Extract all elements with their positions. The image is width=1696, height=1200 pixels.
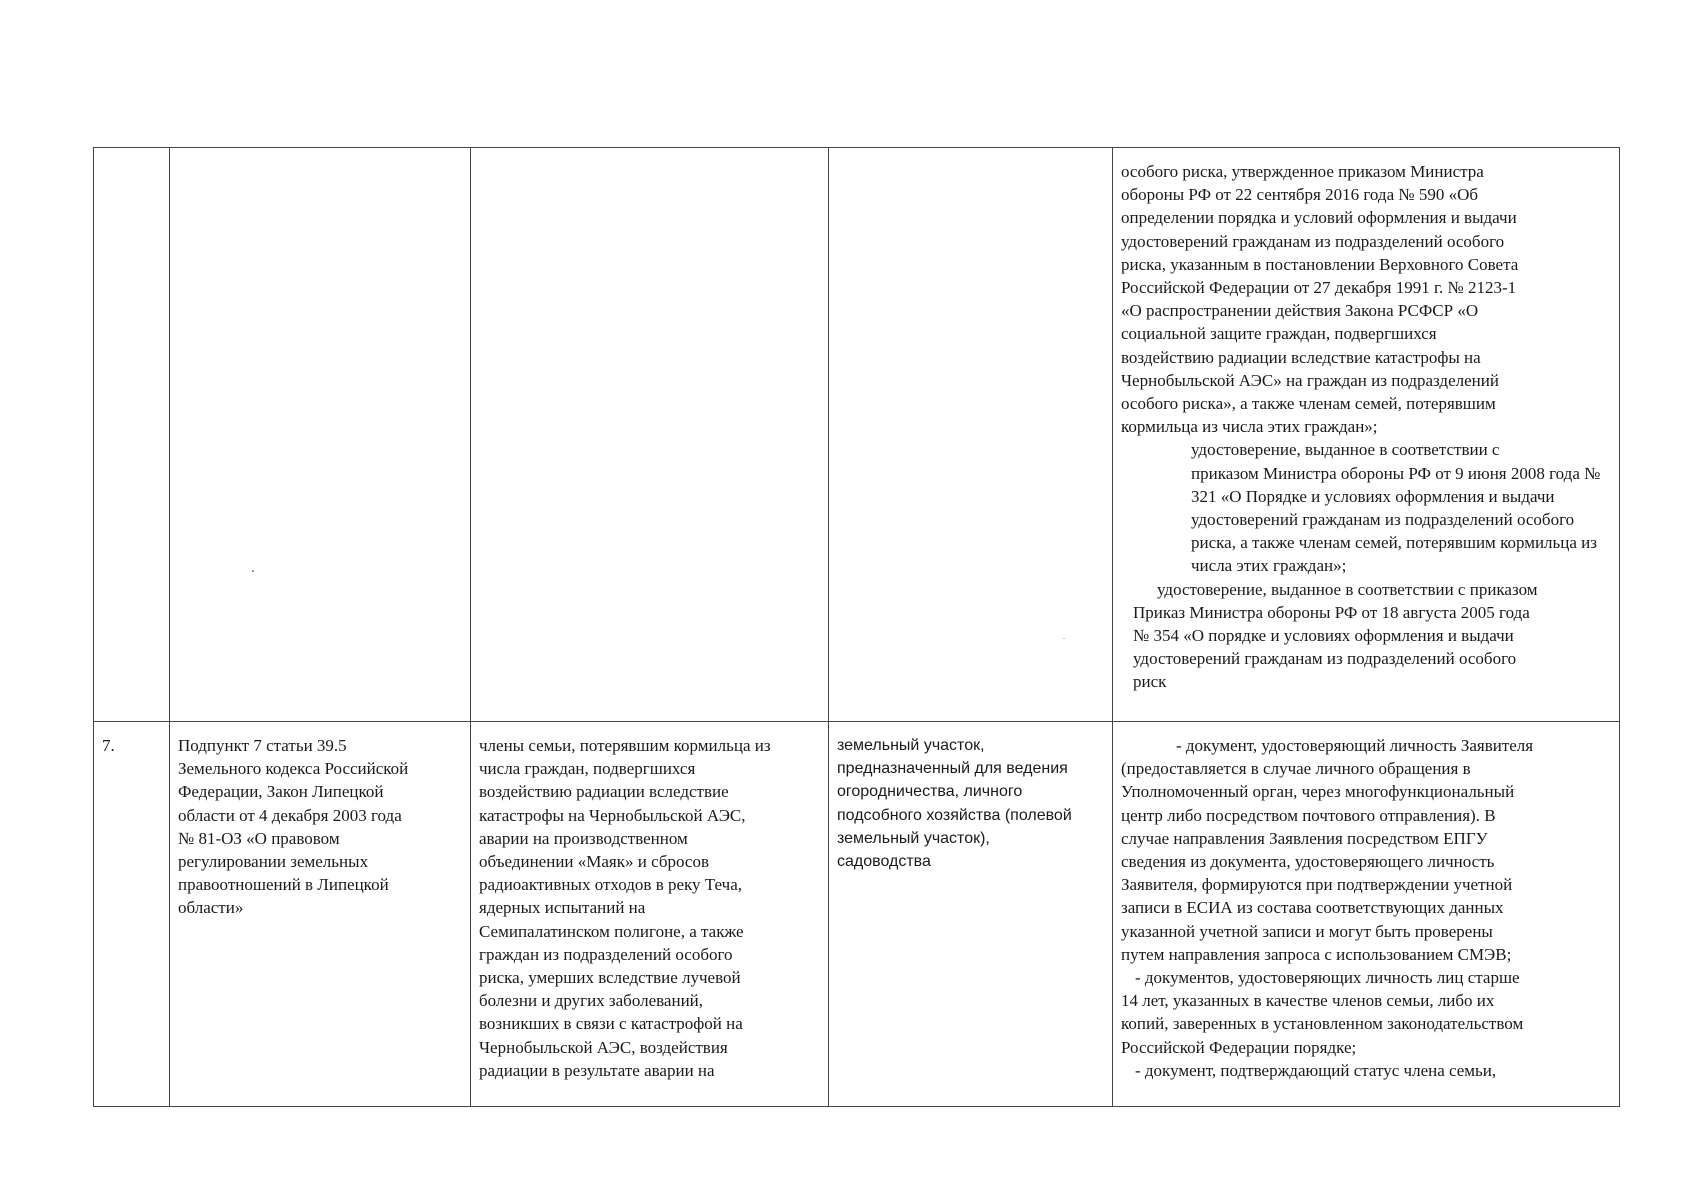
text-line: риска, умерших вследствие лучевой bbox=[479, 968, 741, 988]
table-row-7 bbox=[94, 722, 1620, 1107]
text-line: числа этих граждан»; bbox=[1191, 556, 1347, 576]
land-purpose-text bbox=[829, 722, 1112, 879]
text-line: предназначенный для ведения bbox=[837, 760, 1068, 778]
text-line: Уполномоченный орган, через многофункциональный bbox=[1121, 782, 1515, 802]
text-line: огородничества, личного bbox=[837, 783, 1023, 801]
text-line: особого риска», а также членам семей, потерявшим bbox=[1121, 394, 1496, 414]
text-line: болезни и других заболеваний, bbox=[479, 991, 704, 1011]
documents-item-2-lead: - документов, удостоверяющих личность лиц старше bbox=[1135, 968, 1520, 988]
text-line: 14 лет, указанных в качестве членов семьи, либо их bbox=[1121, 991, 1495, 1011]
scan-speck bbox=[1063, 638, 1065, 639]
row-number: 7. bbox=[102, 736, 115, 755]
text-line: воздействию радиации вследствие bbox=[479, 782, 729, 802]
text-line: Семипалатинском полигоне, а также bbox=[479, 921, 744, 941]
documents-item-1 bbox=[1121, 757, 1613, 966]
text-line: путем направления запроса с использованием СМЭВ; bbox=[1121, 944, 1512, 964]
text-line: Заявителя, формируются при подтверждении учетной bbox=[1121, 875, 1513, 895]
cell-category bbox=[471, 148, 829, 722]
text-line: Чернобыльской АЭС, воздействия bbox=[479, 1037, 728, 1057]
documents-paragraph-c-lead: удостоверение, выданное в соответствии с приказом bbox=[1157, 579, 1538, 599]
text-line: № 354 «О порядке и условиях оформления и выдачи bbox=[1133, 626, 1514, 646]
benefits-table bbox=[93, 147, 1620, 1107]
text-line: воздействию радиации вследствие катастрофы на bbox=[1121, 347, 1481, 367]
text-line: 321 «О Порядке и условиях оформления и выдачи bbox=[1191, 486, 1555, 506]
text-line: (предоставляется в случае личного обращения в bbox=[1121, 759, 1471, 779]
documents-paragraph-b bbox=[1121, 438, 1613, 577]
text-line: регулировании земельных bbox=[178, 852, 369, 872]
text-line: ядерных испытаний на bbox=[479, 898, 646, 918]
text-line: земельный участок), bbox=[837, 829, 990, 847]
text-line: копий, заверенных в установленном законодательством bbox=[1121, 1014, 1524, 1034]
text-line: «О распространении действия Закона РСФСР «О bbox=[1121, 301, 1479, 321]
documents-paragraph-a bbox=[1121, 160, 1613, 438]
text-line: Приказ Министра обороны РФ от 18 августа 2005 года bbox=[1133, 602, 1530, 622]
text-line: центр либо посредством почтового отправления). В bbox=[1121, 805, 1496, 825]
cell-number bbox=[94, 148, 170, 722]
cell-category bbox=[471, 722, 829, 1107]
table-row-continuation bbox=[94, 148, 1620, 722]
text-line: радиоактивных отходов в реку Теча, bbox=[479, 875, 742, 895]
text-line: кормильца из числа этих граждан»; bbox=[1121, 417, 1378, 437]
text-line: указанной учетной записи и могут быть проверены bbox=[1121, 921, 1493, 941]
text-line: правоотношений в Липецкой bbox=[178, 875, 389, 895]
documents-item-1-lead: - документ, удостоверяющий личность Заявителя bbox=[1176, 736, 1534, 755]
text-line: Земельного кодекса Российской bbox=[178, 759, 409, 779]
text-line: возникших в связи с катастрофой на bbox=[479, 1014, 743, 1034]
text-line: риска, указанным в постановлении Верховного Совета bbox=[1121, 254, 1519, 274]
category-text bbox=[471, 722, 828, 1088]
scan-speck bbox=[252, 570, 254, 572]
text-line: удостоверение, выданное в соответствии с bbox=[1191, 440, 1500, 460]
text-line: Российской Федерации от 27 декабря 1991 г. № 2123-1 bbox=[1121, 278, 1517, 298]
documents-item-2 bbox=[1121, 989, 1613, 1059]
cell-documents bbox=[1113, 148, 1620, 722]
text-line: случае направления Заявления посредством ЕПГУ bbox=[1121, 828, 1488, 848]
documents-paragraph-c bbox=[1121, 601, 1613, 694]
text-line: риска, а также членам семей, потерявшим кормильца из bbox=[1191, 533, 1597, 553]
text-line: Чернобыльской АЭС» на граждан из подразделений bbox=[1121, 370, 1499, 390]
text-line: обороны РФ от 22 сентября 2016 года № 590 «Об bbox=[1121, 185, 1479, 205]
legal-basis-text bbox=[170, 722, 470, 926]
cell-land-purpose bbox=[829, 722, 1113, 1107]
documents-item-3-lead: - документ, подтверждающий статус члена семьи, bbox=[1135, 1060, 1497, 1080]
text-line: особого риска, утвержденное приказом Министра bbox=[1121, 162, 1484, 181]
text-line: Федерации, Закон Липецкой bbox=[178, 782, 384, 802]
text-line: Подпункт 7 статьи 39.5 bbox=[178, 736, 347, 755]
text-line: социальной защите граждан, подвергшихся bbox=[1121, 324, 1437, 344]
cell-documents bbox=[1113, 722, 1620, 1107]
cell-legal-basis bbox=[170, 148, 471, 722]
text-line: области от 4 декабря 2003 года bbox=[178, 805, 402, 825]
cell-legal-basis bbox=[170, 722, 471, 1107]
text-line: земельный участок, bbox=[837, 737, 985, 754]
text-line: аварии на производственном bbox=[479, 828, 688, 848]
text-line: приказом Министра обороны РФ от 9 июня 2008 года № bbox=[1191, 463, 1601, 483]
text-line: садоводства bbox=[837, 853, 931, 871]
text-line: записи в ЕСИА из состава соответствующих данных bbox=[1121, 898, 1504, 918]
text-line: № 81-ОЗ «О правовом bbox=[178, 828, 340, 848]
text-line: подсобного хозяйства (полевой bbox=[837, 806, 1072, 824]
text-line: риск bbox=[1133, 672, 1167, 692]
cell-land-purpose bbox=[829, 148, 1113, 722]
text-line: Российской Федерации порядке; bbox=[1121, 1037, 1357, 1057]
text-line: катастрофы на Чернобыльской АЭС, bbox=[479, 805, 746, 825]
text-line: удостоверений гражданам из подразделений особого bbox=[1133, 649, 1517, 669]
text-line: удостоверений гражданам из подразделений особого bbox=[1121, 231, 1505, 251]
text-line: сведения из документа, удостоверяющего личность bbox=[1121, 852, 1495, 872]
text-line: определении порядка и условий оформления и выдачи bbox=[1121, 208, 1517, 228]
text-line: удостоверений гражданам из подразделений особого bbox=[1191, 510, 1575, 530]
text-line: радиации в результате аварии на bbox=[479, 1060, 715, 1080]
text-line: области» bbox=[178, 898, 244, 918]
cell-number bbox=[94, 722, 170, 1107]
text-line: члены семьи, потерявшим кормильца из bbox=[479, 736, 771, 755]
text-line: объединении «Маяк» и сбросов bbox=[479, 852, 710, 872]
text-line: числа граждан, подвергшихся bbox=[479, 759, 696, 779]
text-line: граждан из подразделений особого bbox=[479, 944, 733, 964]
